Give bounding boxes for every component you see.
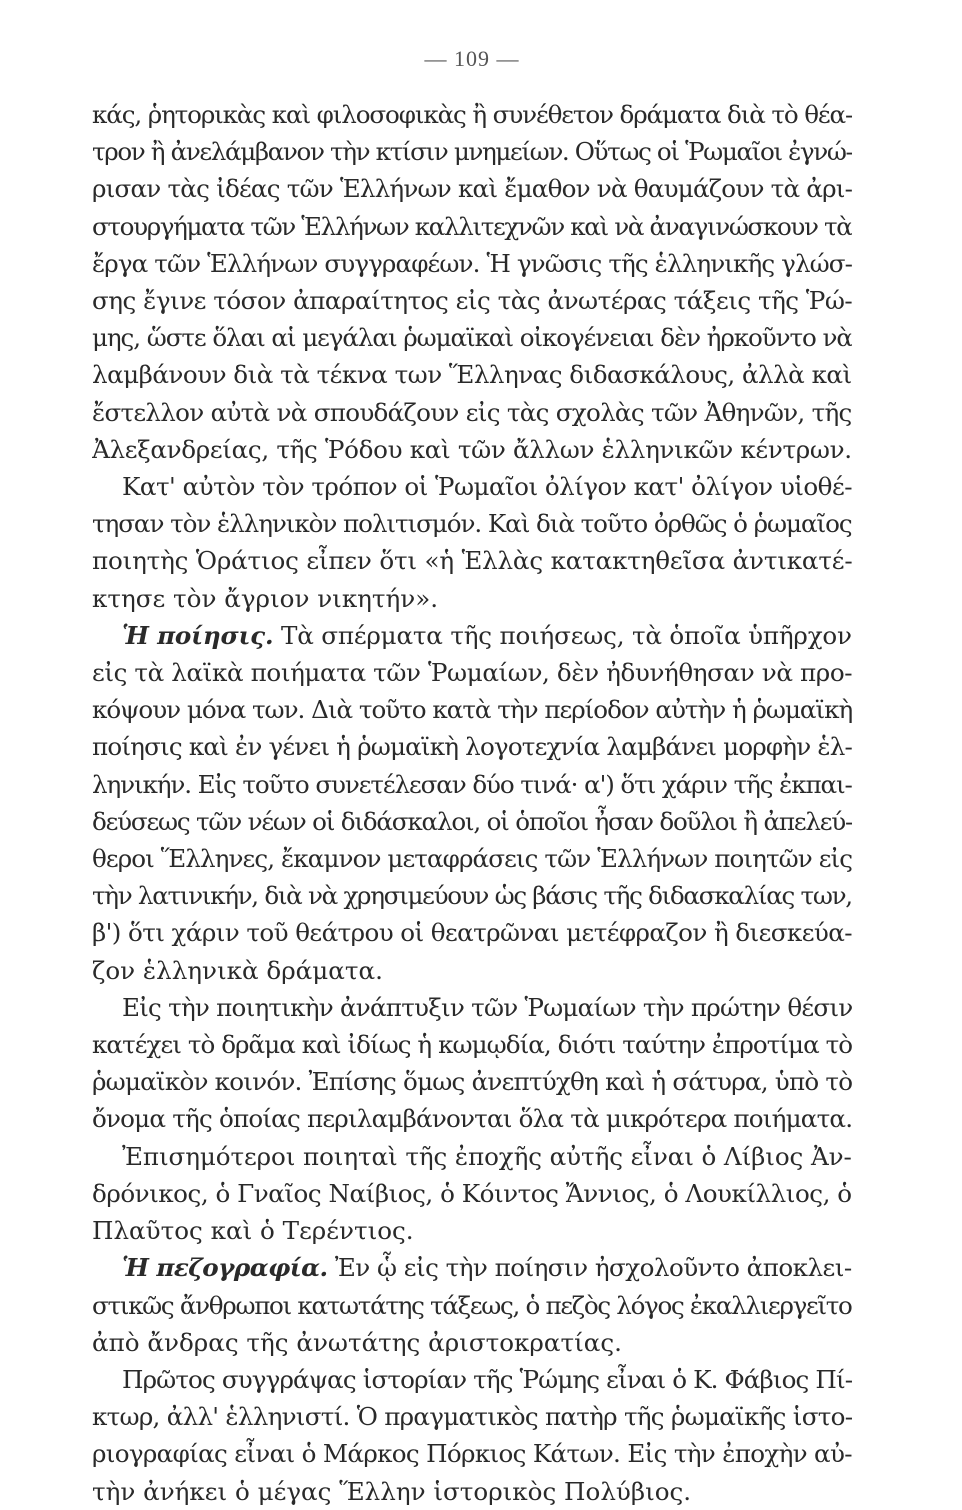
text-line	[92, 840, 852, 877]
text-line	[92, 1063, 852, 1100]
text-line	[92, 728, 852, 765]
text-line	[92, 1324, 852, 1361]
line-text: ῥωμαϊκὸν κοινόν. Ἐπίσης ὅμως ἀνεπτύχθη καὶ ἡ σάτυρα, ὑπὸ τὸ	[92, 1067, 852, 1097]
line-text: τρον ἢ ἀνελάμβανον τὴν κτίσιν μνημείων. Οὕτως οἱ Ῥωμαῖοι ἐγνώ-	[92, 137, 852, 167]
text-line	[92, 1361, 852, 1398]
text-line	[92, 1287, 852, 1324]
line-text: κατέχει τὸ δρᾶμα καὶ ἰδίως ἡ κωμῳδία, διότι ταύτην ἐπροτίμα τὸ	[92, 1030, 852, 1060]
text-line	[92, 1473, 852, 1510]
text-line	[92, 766, 852, 803]
book-page	[92, 44, 852, 1510]
line-text: μης, ὥστε ὅλαι αἱ μεγάλαι ῥωμαϊκαὶ οἰκογένειαι δὲν ἠρκοῦντο νὰ	[92, 323, 852, 353]
text-line	[92, 96, 852, 133]
line-text: εἰς τὰ λαϊκὰ ποιήματα τῶν Ῥωμαίων, δὲν ἠδυνήθησαν νὰ προ-	[92, 658, 852, 688]
text-line	[92, 542, 852, 579]
text-line	[92, 691, 852, 728]
line-text: ρισαν τὰς ἰδέας τῶν Ἑλλήνων καὶ ἔμαθον νὰ θαυμάζουν τὰ ἀρι-	[92, 174, 852, 204]
line-text: Εἰς τὴν ποιητικὴν ἀνάπτυξιν τῶν Ῥωμαίων τὴν πρώτην θέσιν	[122, 992, 852, 1022]
line-text: ληνικήν. Εἰς τοῦτο συνετέλεσαν δύο τινά· α') ὅτι χάριν τῆς ἐκπαι-	[92, 769, 852, 799]
text-line	[92, 356, 852, 393]
line-text: τὴν λατινικήν, διὰ νὰ χρησιμεύουν ὡς βάσις τῆς διδασκαλίας των,	[92, 881, 852, 911]
paragraph	[92, 989, 852, 1138]
text-line	[92, 1249, 852, 1286]
line-text: τησαν τὸν ἑλληνικὸν πολιτισμόν. Καὶ διὰ τοῦτο ὀρθῶς ὁ ῥωμαῖος	[92, 509, 852, 539]
section-heading: Ἡ πεζογραφία.	[122, 1253, 328, 1283]
text-line	[92, 877, 852, 914]
line-text: θεροι Ἕλληνες, ἔκαμνον μεταφράσεις τῶν Ἑλλήνων ποιητῶν εἰς	[92, 844, 852, 874]
line-text: κτωρ, ἀλλ' ἑλληνιστί. Ὁ πραγματικὸς πατὴρ τῆς ῥωμαϊκῆς ἱστο-	[92, 1402, 852, 1432]
line-text: Τὰ σπέρματα τῆς ποιήσεως, τὰ ὁποῖα ὑπῆρχον	[273, 620, 852, 650]
text-line	[92, 1138, 852, 1175]
text-body	[92, 96, 852, 1510]
text-line	[92, 133, 852, 170]
line-text: Πρῶτος συγγράψας ἱστορίαν τῆς Ῥώμης εἶναι ὁ Κ. Φάβιος Πί-	[122, 1364, 852, 1394]
paragraph	[92, 1249, 852, 1361]
paragraph	[92, 617, 852, 989]
text-line	[92, 1435, 852, 1472]
text-line	[92, 914, 852, 951]
text-line	[92, 989, 852, 1026]
line-text: Πλαῦτος καὶ ὁ Τερέντιος.	[92, 1216, 414, 1246]
line-text: ποιητὴς Ὁράτιος εἶπεν ὅτι «ἡ Ἑλλὰς κατακτηθεῖσα ἀντικατέ-	[92, 546, 852, 576]
paragraph	[92, 1138, 852, 1250]
paragraph	[92, 1361, 852, 1510]
text-line	[92, 505, 852, 542]
text-line	[92, 803, 852, 840]
text-line	[92, 208, 852, 245]
line-text: δεύσεως τῶν νέων οἱ διδάσκαλοι, οἱ ὁποῖοι ἦσαν δοῦλοι ἢ ἀπελεύ-	[92, 806, 852, 836]
text-line	[92, 468, 852, 505]
line-text: ὄνομα τῆς ὁποίας περιλαμβάνονται ὅλα τὰ μικρότερα ποιήματα.	[92, 1104, 852, 1134]
line-text: Κατ' αὐτὸν τὸν τρόπον οἱ Ῥωμαῖοι ὀλίγον κατ' ὀλίγον υἱοθέ-	[122, 472, 852, 502]
line-text: ἀπὸ ἄνδρας τῆς ἀνωτάτης ἀριστοκρατίας.	[92, 1327, 622, 1357]
line-text: στικῶς ἄνθρωποι κατωτάτης τάξεως, ὁ πεζὸς λόγος ἐκαλλιεργεῖτο	[92, 1290, 852, 1320]
text-line	[92, 319, 852, 356]
text-line	[92, 394, 852, 431]
line-text: δρόνικος, ὁ Γναῖος Ναίβιος, ὁ Κόιντος Ἄννιος, ὁ Λουκίλλιος, ὁ	[92, 1178, 852, 1208]
text-line	[92, 952, 852, 989]
page-number: — 109 —	[424, 46, 520, 71]
paragraph	[92, 468, 852, 617]
line-text: λαμβάνουν διὰ τὰ τέκνα των Ἕλληνας διδασκάλους, ἀλλὰ καὶ	[92, 360, 852, 390]
line-text: Ἐπισημότεροι ποιηταὶ τῆς ἐποχῆς αὐτῆς εἶναι ὁ Λίβιος Ἀν-	[122, 1141, 852, 1171]
line-text: ποίησις καὶ ἐν γένει ἡ ῥωμαϊκὴ λογοτεχνία λαμβάνει μορφὴν ἑλ-	[92, 732, 852, 762]
text-line	[92, 617, 852, 654]
text-line	[92, 170, 852, 207]
text-line	[92, 654, 852, 691]
line-text: στουργήματα τῶν Ἑλλήνων καλλιτεχνῶν καὶ νὰ ἀναγινώσκουν τὰ	[92, 211, 852, 241]
text-line	[92, 1175, 852, 1212]
paragraph	[92, 96, 852, 468]
line-text: β') ὅτι χάριν τοῦ θεάτρου οἱ θεατρῶναι μετέφραζον ἢ διεσκεύα-	[92, 918, 852, 948]
text-line	[92, 1398, 852, 1435]
text-line	[92, 580, 852, 617]
text-line	[92, 431, 852, 468]
text-line	[92, 282, 852, 319]
line-text: κάς, ῥητορικὰς καὶ φιλοσοφικὰς ἢ συνέθετον δράματα διὰ τὸ θέα-	[92, 100, 852, 129]
text-line	[92, 1212, 852, 1249]
line-text: ἔστελλον αὐτὰ νὰ σπουδάζουν εἰς τὰς σχολὰς τῶν Ἀθηνῶν, τῆς	[92, 397, 852, 427]
line-text: ριογραφίας εἶναι ὁ Μάρκος Πόρκιος Κάτων. Εἰς τὴν ἐποχὴν αὐ-	[92, 1439, 852, 1469]
line-text: κτησε τὸν ἄγριον νικητήν».	[92, 583, 439, 613]
text-line	[92, 1026, 852, 1063]
section-heading: Ἡ ποίησις.	[122, 620, 274, 650]
text-line	[92, 1100, 852, 1137]
line-text: σης ἔγινε τόσον ἀπαραίτητος εἰς τὰς ἀνωτέρας τάξεις τῆς Ῥώ-	[92, 286, 852, 316]
line-text: ἔργα τῶν Ἑλλήνων συγγραφέων. Ἡ γνῶσις τῆς ἑλληνικῆς γλώσ-	[92, 248, 852, 278]
line-text: Ἀλεξανδρείας, τῆς Ῥόδου καὶ τῶν ἄλλων ἑλληνικῶν κέντρων.	[92, 434, 852, 464]
line-text: κόψουν μόνα των. Διὰ τοῦτο κατὰ τὴν περίοδον αὐτὴν ἡ ῥωμαϊκὴ	[92, 695, 852, 725]
line-text: τὴν ἀνήκει ὁ μέγας Ἕλλην ἱστορικὸς Πολύβιος.	[92, 1476, 692, 1506]
text-line	[92, 245, 852, 282]
line-text: Ἐν ᾧ εἰς τὴν ποίησιν ἠσχολοῦντο ἀποκλει-	[327, 1253, 852, 1283]
line-text: ζον ἑλληνικὰ δράματα.	[92, 955, 383, 985]
